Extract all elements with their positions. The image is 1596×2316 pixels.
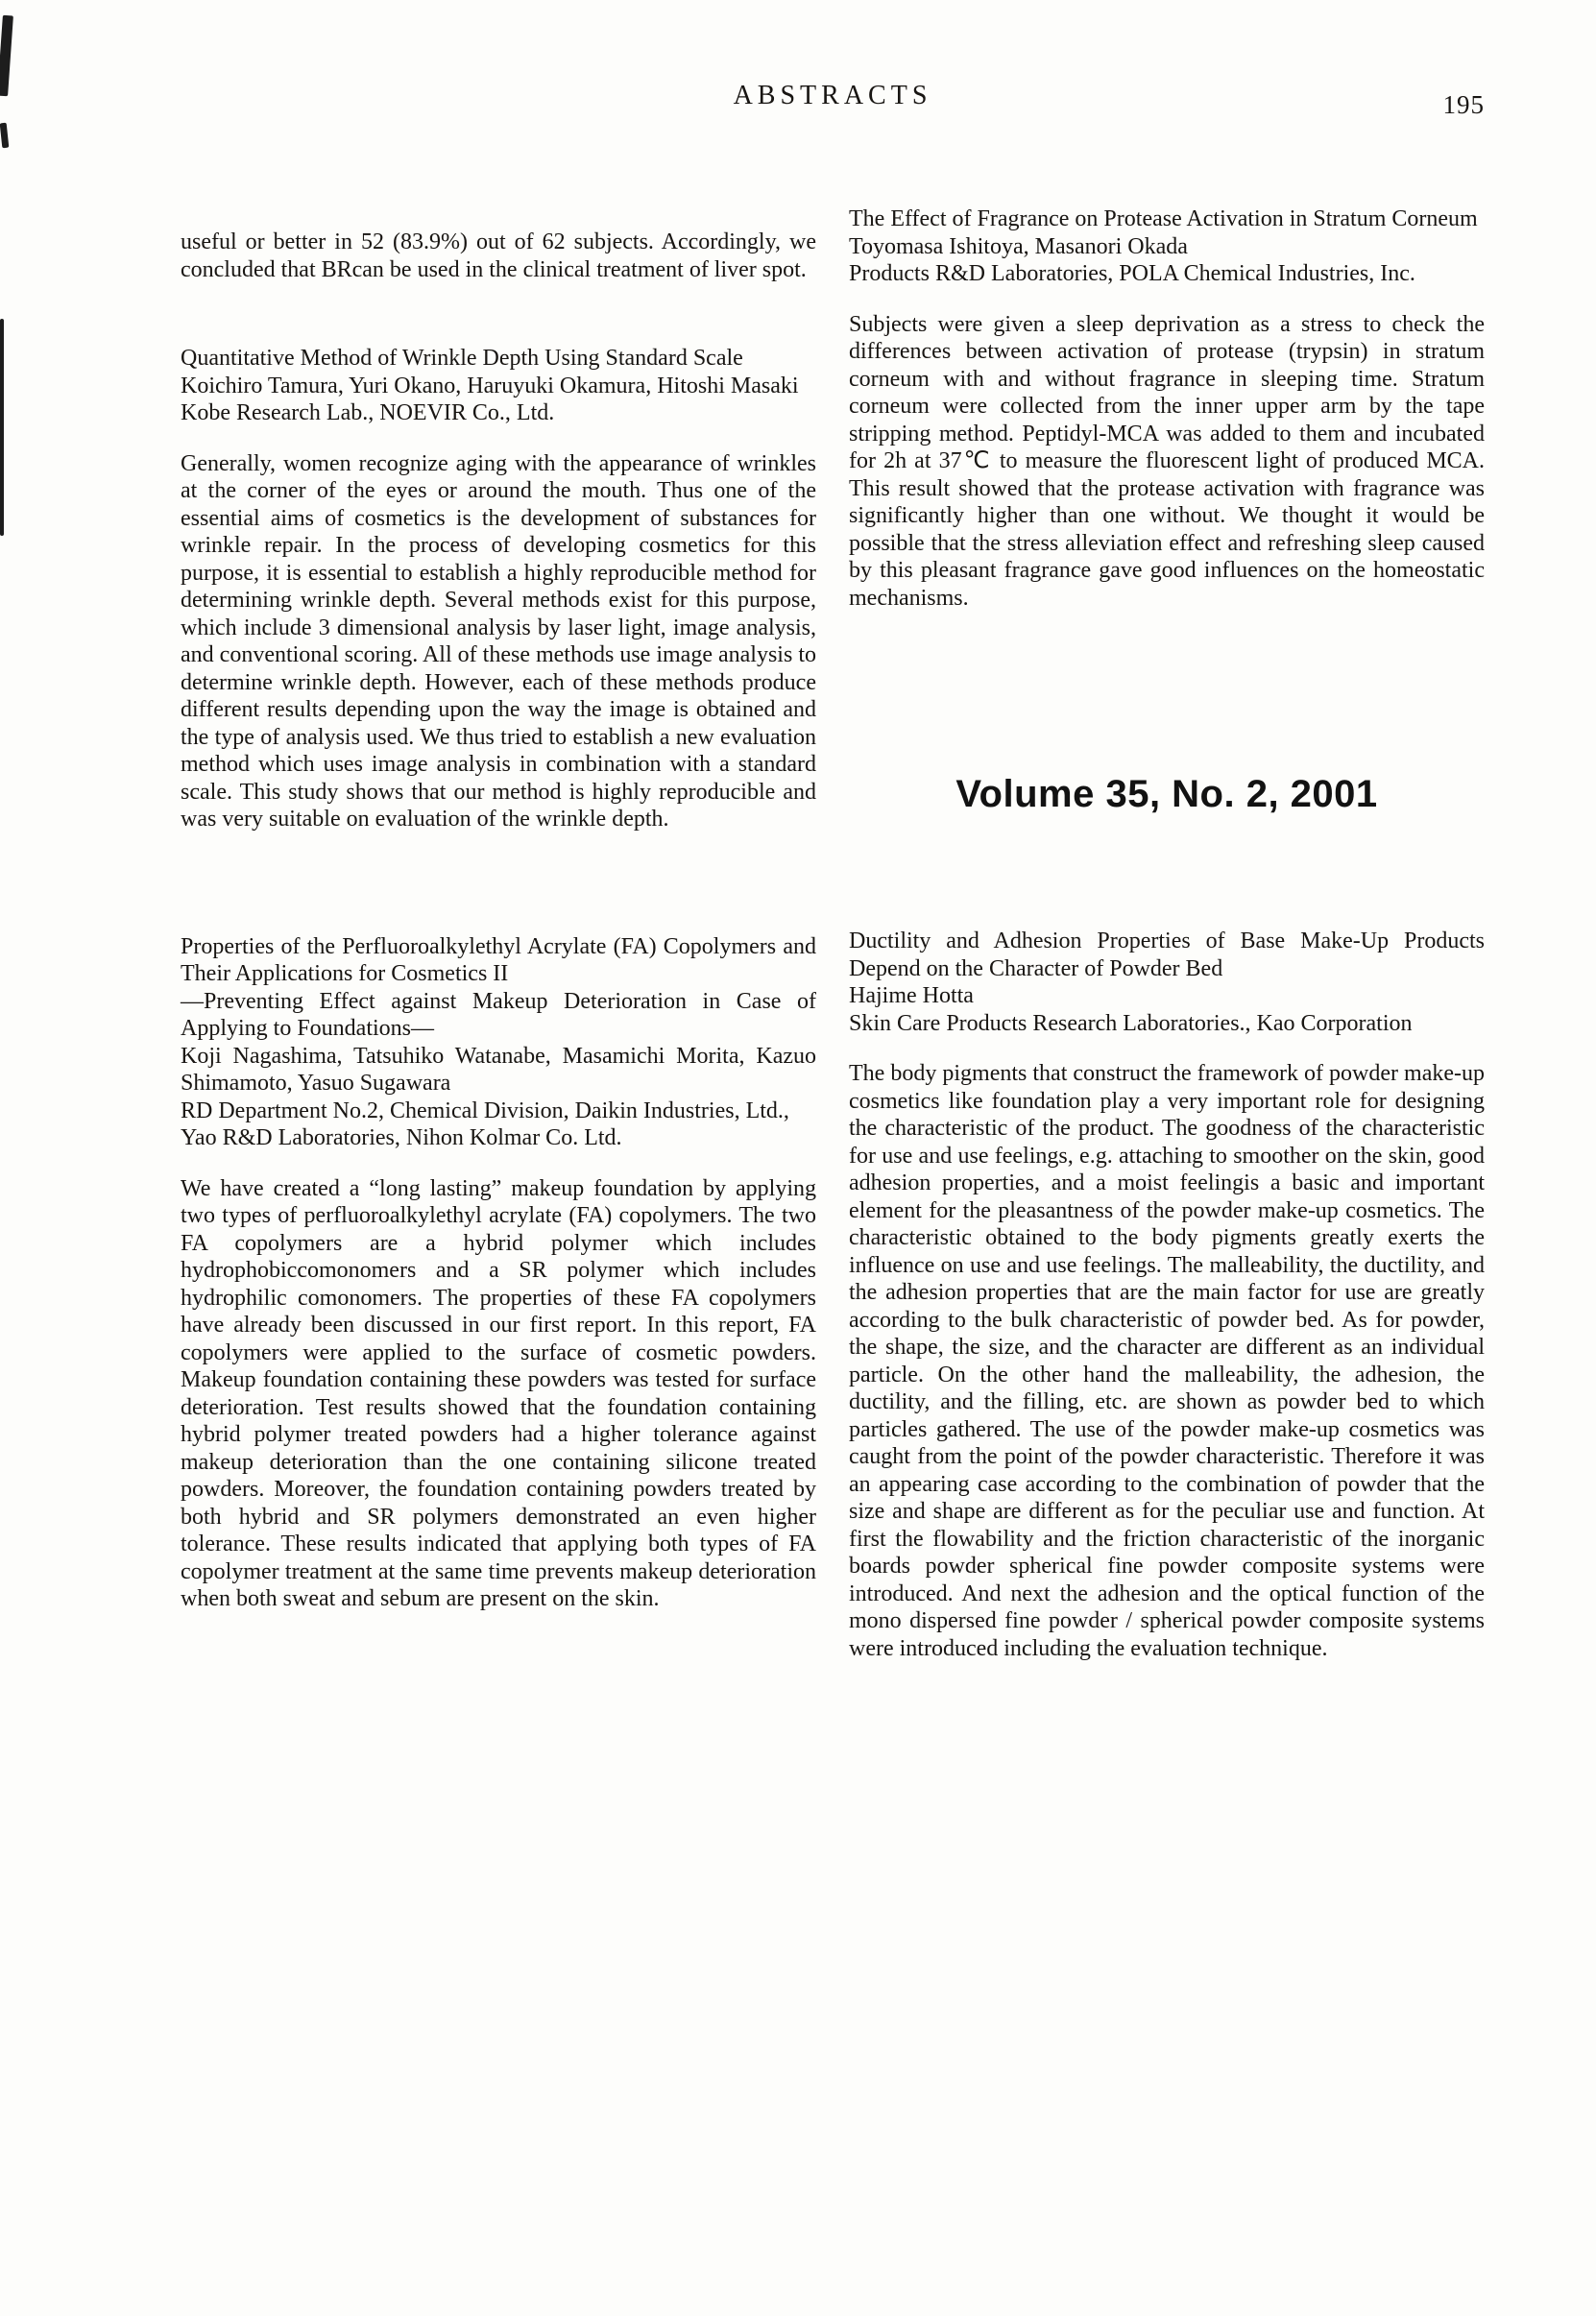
abstract-affiliation: Kobe Research Lab., NOEVIR Co., Ltd. <box>181 400 555 425</box>
left-column <box>181 205 816 1662</box>
abstract-authors: Hajime Hotta <box>849 983 974 1008</box>
abstract-heading-block-powder-bed <box>849 928 1485 1037</box>
scan-artifact-edge <box>0 319 4 536</box>
abstract-body-wrinkle: Generally, women recognize aging with the appearance of wrinkles at the corner of the eyes or around the mouth. Thus one of the essential aims of cosmetics is the development of substances for wrinkle repair. In the process of developing cosmetics for this purpose, it is essential to establish a highly reproducible method for determining wrinkle depth. Several methods exist for this purpose, which include 3 dimensional analysis by laser light, image analysis, and conventional scoring. All of these methods use image analysis to determine wrinkle depth. However, each of these methods produce different results depending upon the way the image is obtained and the type of analysis used. We thus tried to establish a new evaluation method which uses image analysis in combination with a standard scale. This study shows that our method is highly reproducible and was very suitable on evaluation of the wrinkle depth. <box>181 450 816 832</box>
page-header <box>181 81 1485 119</box>
abstract-heading-block-wrinkle <box>181 345 816 427</box>
abstract-authors: Koichiro Tamura, Yuri Okano, Haruyuki Okamura, Hitoshi Masaki <box>181 373 799 398</box>
abstract-heading-block-fa-copolymers <box>181 933 816 1152</box>
abstract-title: Properties of the Perfluoroalkylethyl Acrylate (FA) Copolymers and Their Applications for Cosmetics II <box>181 933 816 986</box>
scan-artifact-dot <box>0 123 9 149</box>
abstract-body-powder-bed: The body pigments that construct the framework of powder make-up cosmetics like foundation play a very important role for designing the characteristic of the product. The goodness of the characteristic for use and use feelings, e.g. attaching to smoother on the skin, good adhesion properties, and a moist feelingis a basic and important element for the pleasantness of the powder make-up cosmetics. The characteristic obtained to the body pigments greatly exerts the influence on use and use feelings. The malleability, the ductility, and the adhesion properties that are the main factor for use are greatly according to the bulk characteristic of powder bed. As for powder, the shape, the size, and the character are different as an individual particle. On the other hand the malleability, the adhesion, the ductility, and the filling, etc. are shown as powder bed to which particles gathered. The use of the powder make-up cosmetics was caught from the point of the powder characteristic. Therefore it was an appearing case according to the combination of powder that the size and shape are different as for the peculiar use and function. At first the flowability and the friction characteristic of the inorganic boards powder spherical fine powder composite systems were introduced. And next the adhesion and the optical function of the mono dispersed fine powder / spherical powder composite systems were introduced including the evaluation technique. <box>849 1061 1485 1661</box>
abstract-affiliation: Skin Care Products Research Laboratories., Kao Corporation <box>849 1010 1413 1036</box>
abstract-authors: Koji Nagashima, Tatsuhiko Watanabe, Masamichi Morita, Kazuo Shimamoto, Yasuo Sugawara <box>181 1043 816 1096</box>
abstract-title: Quantitative Method of Wrinkle Depth Using Standard Scale <box>181 346 743 371</box>
abstract-subtitle: —Preventing Effect against Makeup Deterioration in Case of Applying to Foundations— <box>181 988 816 1041</box>
continuation-paragraph: useful or better in 52 (83.9%) out of 62 subjects. Accordingly, we concluded that BRcan be used in the clinical treatment of liver spot. <box>181 229 816 282</box>
abstract-title: The Effect of Fragrance on Protease Activation in Stratum Corneum <box>849 206 1478 231</box>
abstract-affiliation: Products R&D Laboratories, POLA Chemical Industries, Inc. <box>849 261 1415 286</box>
abstract-affiliation: Yao R&D Laboratories, Nihon Kolmar Co. Ltd. <box>181 1125 622 1150</box>
running-head-title: ABSTRACTS <box>733 81 932 110</box>
abstract-body-fragrance: Subjects were given a sleep deprivation as a stress to check the differences between activation of protease (trypsin) in stratum corneum with and without fragrance in sleeping time. Stratum corneum were collected from the inner upper arm by the tape stripping method. Peptidyl-MCA was added to them and incubated for 2h at 37℃ to measure the fluorescent light of produced MCA. This result showed that the protease activation with fragrance was significantly higher than one without. We thought it would be possible that the stress alleviation effect and refreshing sleep caused by this pleasant fragrance gave good influences on the homeostatic mechanisms. <box>849 311 1485 611</box>
two-column-layout <box>181 205 1485 1662</box>
abstract-authors: Toyomasa Ishitoya, Masanori Okada <box>849 233 1188 259</box>
abstract-heading-block-fragrance <box>849 205 1485 288</box>
scan-artifact-corner <box>0 15 13 97</box>
abstract-title: Ductility and Adhesion Properties of Base Make-Up Products Depend on the Character of Powder Bed <box>849 929 1485 981</box>
abstract-affiliation: RD Department No.2, Chemical Division, Daikin Industries, Ltd., <box>181 1098 789 1123</box>
volume-section-heading: Volume 35, No. 2, 2001 <box>955 773 1378 815</box>
abstract-body-fa-copolymers: We have created a “long lasting” makeup foundation by applying two types of perfluoroalkylethyl acrylate (FA) copolymers. The two FA copolymers are a hybrid polymer which includes hydrophobiccomonomers and a SR polymer which includes hydrophilic comonomers. The properties of these FA copolymers have already been discussed in our first report. In this report, FA copolymers were applied to the surface of cosmetic powders. Makeup foundation containing these powders was tested for surface deterioration. Test results showed that the foundation containing hybrid polymer treated powders had a higher tolerance against makeup deterioration than the one containing silicone treated powders. Moreover, the foundation containing powders treated by both hybrid and SR polymers demonstrated an even higher tolerance. These results indicated that applying both types of FA copolymer treatment at the same time prevents makeup deterioration when both sweat and sebum are present on the skin. <box>181 1175 816 1611</box>
right-column <box>849 205 1485 1662</box>
page-number: 195 <box>1442 90 1485 119</box>
